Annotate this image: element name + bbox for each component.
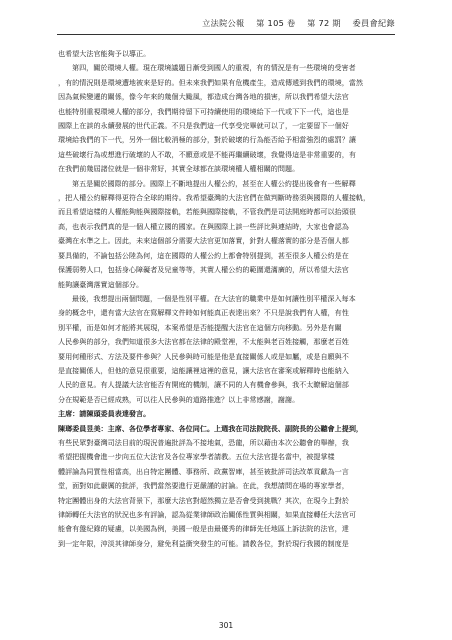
text-line: 要具備的，不論包括公陸為何，這在國際的人權公約上都會特別提到，甚至很多人權公約是在 <box>58 250 349 260</box>
text-line: 體評論為同質性相當高，出自特定團體、事務所、政黨智庫，甚至被批評司法改革貢獻為一言 <box>58 466 349 476</box>
text-line: 臺灣在水準之上。因此，未來這個部分需要大法官更加落實，針對人權落實的部分是否個人都 <box>58 236 349 246</box>
page-number: 301 <box>218 621 234 630</box>
text-line: 最後，我想提出兩個問題，一個是性別平權。在大法官的職業中是如何讓性別平權深入每本 <box>72 293 356 303</box>
text-line: 別平權，而是如何才能將其展現，本案希望是否能提醒大法官在這個方向移動。另外是有關 <box>58 322 342 332</box>
text-line: 能會有盤紀錄的疑慮，以美國為例，美國一般是由最優秀的律師先任地區上訴法院的法官，達 <box>58 524 349 534</box>
text-line: 能夠讓臺灣落實這個部分。 <box>58 279 144 289</box>
text-line: 堂，面對如此嚴厲的批評，我們當然要進行更嚴謹的討論。在此，我想請問在場的專家學者， <box>58 481 349 491</box>
text-line: 人民的意見。有人提議大法官能否有開庭的機制，讓不同的人有機會參與，我不太瞭解這個部 <box>58 380 349 390</box>
text-line: 也能特別重視環境人權的部分，我們期待留下可持續使用的環境給下一代或下下一代，這也是 <box>58 106 349 116</box>
publication-title: 立法院公報 <box>202 18 245 28</box>
text-line: 國際上在談的永續發展的世代正義。不只是我們這一代享受完畢就可以了，一定要留下一個好 <box>58 121 349 131</box>
text-line: 環境給我們的下一代，另外一個比較消極的部分，對於破壞的行為能否給予相當強烈的處罰？讓 <box>58 135 356 145</box>
text-line: 身的概念中，還有當大法官在寫解釋文件時如何能真正表達出來？不只是說我們有人權，有性 <box>58 308 349 318</box>
page-header <box>57 18 395 29</box>
text-line: 要用何種形式、方法及要件參與？人民參與時可能是他是直接關係人或是如屬，或是自願與不 <box>58 351 349 361</box>
speaker-line: 陳瑯委員昱美：主席、各位學者專家、各位同仁。上週我在司法院院長、副院長的公聽會上提到， <box>58 423 364 433</box>
text-line: 是直接關係人，但他的意見很重要，這能讓裡這裡的意見，讓大法官在審案或解釋時也能納入 <box>58 365 349 375</box>
text-line: 人民參與的部分，我們知道很多大法官都在法律的殿堂裡，不太能與老百姓接觸，那麼老百姓 <box>58 337 349 347</box>
text-line: 也希望大法官能夠予以導正。 <box>58 49 151 58</box>
text-line: 在我們前幾屆諸位就是一個非常好，其實全球都在談環境權人權相關的問題。 <box>58 164 300 174</box>
speaker-line: 主席：請陳頭委員表達發言。 <box>58 409 151 419</box>
text-line: 分在規範是否已經成熟，可以往人民參與的道路推進？以上非常感謝，謝謝。 <box>58 394 300 404</box>
text-line: 第四，關於環境人權。現在環境議題日漸受到國人的重視，有的情況是有一些環境的受害者 <box>72 63 356 73</box>
text-line: ，把人權公約解釋得更符合全球的期待。我希望臺灣的大法官們在做判斷時務須與國際的人權接軌， <box>58 193 371 203</box>
text-line: 有些民眾對臺灣司法目前的現況普遍批評為不接地氣，恐龍，所以藉由本次公聽會的舉辦，我 <box>58 437 349 447</box>
volume-number: 第 105 卷 <box>256 18 296 28</box>
text-line: 律師轉任大法官的狀況也多有評論，認為從業律師政治關係性質與相關，如果直接轉任大法官可 <box>58 510 356 519</box>
text-line: ，有的情況則是環境遭地被來是好的。但未來我們如果有危機產生，造成傳遞到我們的環境，當然 <box>58 77 364 87</box>
issue-number: 第 72 期 <box>307 18 341 28</box>
text-line: 特定團體出身的大法官背景下，那麼大法官對超然獨立是否會受到挑戰？其次，在現今上對於 <box>58 495 349 505</box>
text-line: 保護弱勢人口，包括身心障礙者及兒童等等，其實人權公約的範圍還滿廣的，所以希望大法官 <box>58 265 349 275</box>
text-line: 第五是關於國際的部分。國際上不斷地提出人權公約，甚至在人權公約提出後會有一些解釋 <box>72 178 356 188</box>
text-line: 這些破壞行為或想進行破壞的人不敢，不願意或是不能再繼續破壞，我覺得這是非常重要的，有 <box>58 149 356 159</box>
text-line: 高，也表示我們真的是一個人權立國的國家。在與國際上談一些評比與連結時，大家也會認為 <box>58 221 349 231</box>
transcript-body <box>58 47 394 551</box>
text-line: 希望把握機會進一步向五位大法官及各位專家學者請教。五位大法官提名當中，被提掌樣 <box>58 452 335 462</box>
text-line: 到一定年限，沖淡其律師身分，避免利益衝突發生的可能。請教各位，對於現行我國的制度是 <box>58 538 349 548</box>
text-line: 因為氣候變遷的關係，像今年來的幾個大颱風，都造成台灣各地的損害，所以我們希望大法官 <box>58 92 349 102</box>
section-name: 委員會紀錄 <box>352 18 395 28</box>
header-divider <box>57 34 395 35</box>
text-line: 而且希望這樣的人權能夠能與國際接軌，若能與國際接軌，不管我們是司法開庭時都可以抬頭很 <box>58 207 356 217</box>
